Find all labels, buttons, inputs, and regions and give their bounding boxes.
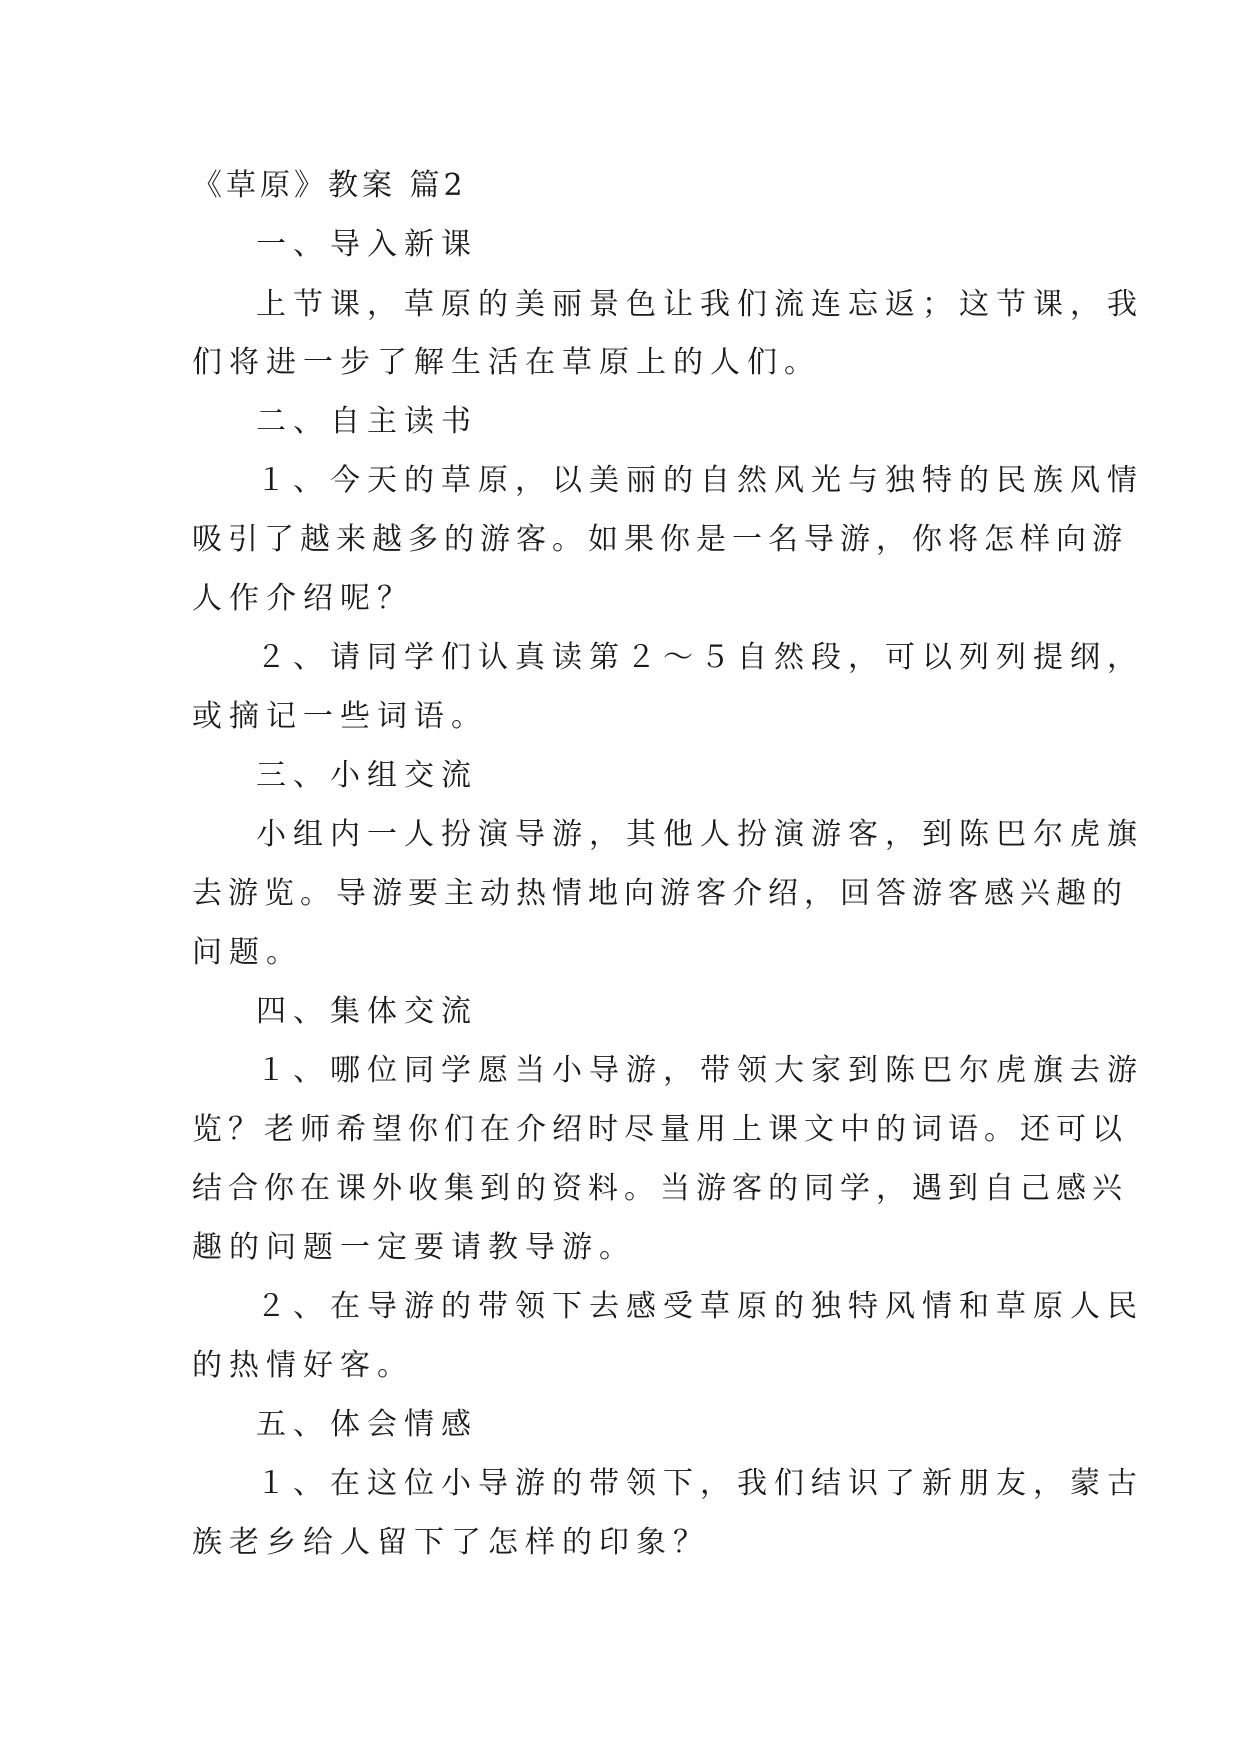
paragraph-line: 吸引了越来越多的游客。如果你是一名导游，你将怎样向游 xyxy=(192,522,1128,557)
paragraph-line: 人作介绍呢？ xyxy=(192,581,414,616)
section-heading: 五、体会情感 xyxy=(256,1407,478,1442)
paragraph-line: 问题。 xyxy=(192,935,303,970)
section-heading: 三、小组交流 xyxy=(256,758,478,793)
section-heading: 四、集体交流 xyxy=(256,994,478,1029)
paragraph-line: 小组内一人扮演导游，其他人扮演游客，到陈巴尔虎旗 xyxy=(256,817,1144,852)
paragraph-line: １、在这位小导游的带领下，我们结识了新朋友，蒙古 xyxy=(256,1466,1144,1501)
paragraph-line: 趣的问题一定要请教导游。 xyxy=(192,1230,636,1265)
paragraph-line: 结合你在课外收集到的资料。当游客的同学，遇到自己感兴 xyxy=(192,1171,1128,1206)
section-heading: 二、自主读书 xyxy=(256,404,478,439)
paragraph-line: 们将进一步了解生活在草原上的人们。 xyxy=(192,345,821,380)
document-title: 《草原》教案 篇2 xyxy=(192,168,467,203)
paragraph-line: ２、在导游的带领下去感受草原的独特风情和草原人民 xyxy=(256,1289,1144,1324)
paragraph-line: 族老乡给人留下了怎样的印象？ xyxy=(192,1525,710,1560)
paragraph-line: 去游览。导游要主动热情地向游客介绍，回答游客感兴趣的 xyxy=(192,876,1128,911)
section-heading: 一、导入新课 xyxy=(256,227,478,262)
paragraph-line: 览？老师希望你们在介绍时尽量用上课文中的词语。还可以 xyxy=(192,1112,1128,1147)
paragraph-line: 或摘记一些词语。 xyxy=(192,699,488,734)
paragraph-line: ２、请同学们认真读第２～５自然段，可以列列提纲， xyxy=(256,640,1144,675)
paragraph-line: 的热情好客。 xyxy=(192,1348,414,1383)
paragraph-line: １、今天的草原，以美丽的自然风光与独特的民族风情 xyxy=(256,463,1144,498)
paragraph-line: 上节课，草原的美丽景色让我们流连忘返；这节课，我 xyxy=(256,287,1144,322)
paragraph-line: １、哪位同学愿当小导游，带领大家到陈巴尔虎旗去游 xyxy=(256,1053,1144,1088)
